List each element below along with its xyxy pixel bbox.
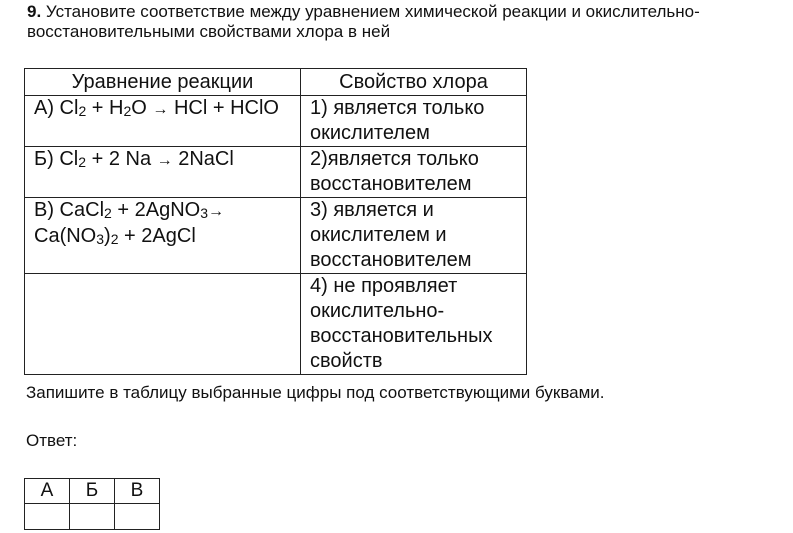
answer-letter-b: Б (70, 479, 115, 504)
answer-header-row (25, 479, 160, 504)
answer-letter-c: В (115, 479, 160, 504)
table-row (25, 96, 527, 147)
property-3: 3) является и окислителем и восстановителем (301, 198, 527, 274)
header-property: Свойство хлора (301, 69, 527, 96)
instruction-text: Запишите в таблицу выбранные цифры под соответствующими буквами. (26, 383, 605, 402)
arrow-icon: → (208, 203, 224, 220)
reaction-b: Б) $Cl_2 + 2$ Na → 2NaCl (25, 147, 301, 198)
property-2: 2)является только восстановителем (301, 147, 527, 198)
answer-cell-a[interactable] (25, 504, 70, 530)
reaction-a: А) $Cl_2 + H_2O$ → HCl + HClO (25, 96, 301, 147)
matching-table (24, 68, 527, 375)
answer-input-row (25, 504, 160, 530)
question-text (27, 2, 787, 42)
answer-cell-b[interactable] (70, 504, 115, 530)
reaction-c: В) CaCl$_2$ + 2AgNO$_3$→ $Ca(NO_3)_2$ + 2AgCl (25, 198, 301, 274)
table-row (25, 274, 527, 375)
answer-table (24, 478, 160, 530)
question-number: 9. (27, 2, 42, 21)
reaction-empty (25, 274, 301, 375)
property-1: 1) является только окислителем (301, 96, 527, 147)
property-4: 4) не проявляет окислительно-восстановительных свойств (301, 274, 527, 375)
question-body: Установите соответствие между уравнением химической реакции и окислительно-восстановительными свойствами хлора в ней (27, 2, 700, 41)
arrow-icon: → (152, 101, 169, 118)
table-header-row (25, 69, 527, 96)
answer-cell-c[interactable] (115, 504, 160, 530)
table-row (25, 198, 527, 274)
header-reaction: Уравнение реакции (25, 69, 301, 96)
arrow-icon: → (156, 152, 173, 169)
table-row (25, 147, 527, 198)
answer-letter-a: А (25, 479, 70, 504)
answer-label: Ответ: (26, 431, 78, 450)
